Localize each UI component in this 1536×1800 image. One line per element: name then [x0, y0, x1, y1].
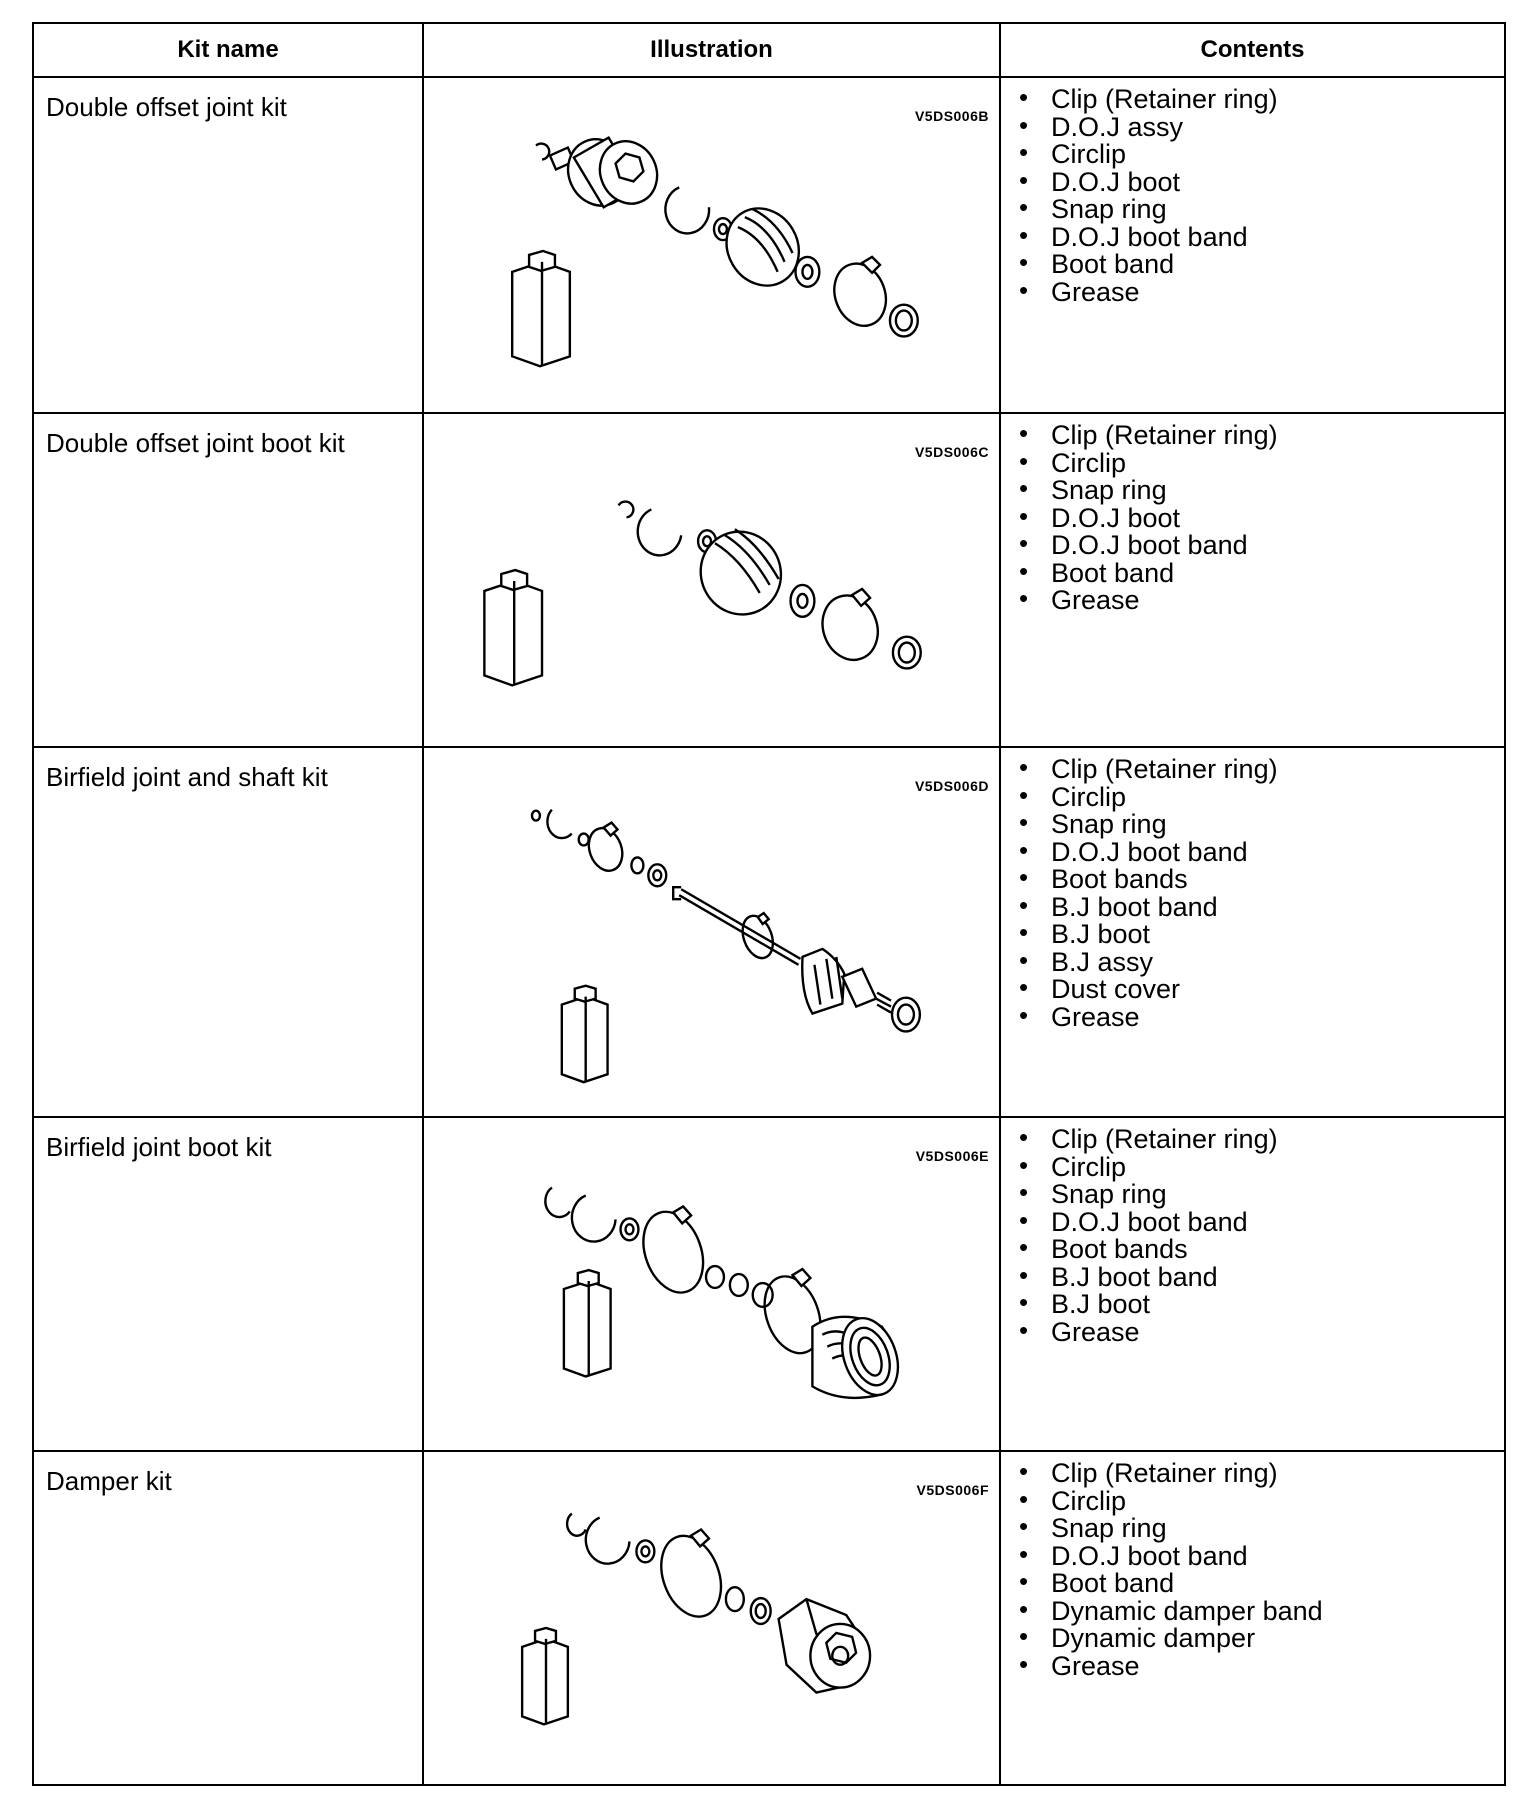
list-item: • Clip (Retainer ring) [1019, 1460, 1504, 1488]
contents-cell [1000, 747, 1505, 1117]
list-item: • Boot bands [1019, 1236, 1504, 1264]
list-item: • Snap ring [1019, 1181, 1504, 1209]
kit-name-cell: Double offset joint boot kit [33, 413, 423, 747]
figure-code: V5DS006E [915, 1148, 989, 1164]
list-item: • B.J boot [1019, 921, 1504, 949]
header-row [33, 23, 1505, 77]
list-item: • B.J boot [1019, 1291, 1504, 1319]
contents-list [1001, 756, 1504, 1031]
header-contents: Contents [1000, 23, 1505, 77]
list-item: • Grease [1019, 587, 1504, 615]
list-item: • Snap ring [1019, 196, 1504, 224]
header-kit-name: Kit name [33, 23, 423, 77]
list-item: • Grease [1019, 279, 1504, 307]
damper-kit-illustration-icon [424, 1452, 999, 1784]
contents-list [1001, 1460, 1504, 1680]
header-illustration: Illustration [423, 23, 1000, 77]
list-item: • Circlip [1019, 141, 1504, 169]
list-item: • Clip (Retainer ring) [1019, 86, 1504, 114]
list-item: • Dust cover [1019, 976, 1504, 1004]
list-item: • Snap ring [1019, 1515, 1504, 1543]
list-item: • D.O.J boot band [1019, 1543, 1504, 1571]
list-item: • B.J boot band [1019, 894, 1504, 922]
list-item: • Grease [1019, 1653, 1504, 1681]
table-row [33, 747, 1505, 1117]
list-item: • Clip (Retainer ring) [1019, 422, 1504, 450]
kit-name-cell: Damper kit [33, 1451, 423, 1785]
figure-code: V5DS006B [914, 108, 989, 124]
list-item: • Circlip [1019, 784, 1504, 812]
figure-code: V5DS006D [914, 778, 989, 794]
list-item: • D.O.J assy [1019, 114, 1504, 142]
list-item: • Boot band [1019, 1570, 1504, 1598]
list-item: • D.O.J boot band [1019, 532, 1504, 560]
list-item: • D.O.J boot band [1019, 1209, 1504, 1237]
table-row [33, 413, 1505, 747]
list-item: • Boot band [1019, 251, 1504, 279]
list-item: • Boot bands [1019, 866, 1504, 894]
illustration-cell [423, 747, 1000, 1117]
kit-table-container [32, 22, 1504, 1786]
list-item: • Snap ring [1019, 811, 1504, 839]
kit-name-cell: Double offset joint kit [33, 77, 423, 413]
kit-table [32, 22, 1506, 1786]
list-item: • Circlip [1019, 1154, 1504, 1182]
illustration-cell [423, 413, 1000, 747]
list-item: • Circlip [1019, 1488, 1504, 1516]
list-item: • D.O.J boot [1019, 505, 1504, 533]
list-item: • Snap ring [1019, 477, 1504, 505]
bj-shaft-kit-illustration-icon [424, 748, 999, 1116]
contents-cell [1000, 413, 1505, 747]
illustration-cell [423, 77, 1000, 413]
kit-name-cell: Birfield joint boot kit [33, 1117, 423, 1451]
list-item: • B.J boot band [1019, 1264, 1504, 1292]
list-item: • Grease [1019, 1004, 1504, 1032]
table-row [33, 1117, 1505, 1451]
illustration-cell [423, 1117, 1000, 1451]
contents-list [1001, 1126, 1504, 1346]
list-item: • D.O.J boot band [1019, 839, 1504, 867]
list-item: • Boot band [1019, 560, 1504, 588]
figure-code: V5DS006C [914, 444, 989, 460]
table-row [33, 1451, 1505, 1785]
contents-cell [1000, 1117, 1505, 1451]
contents-cell [1000, 1451, 1505, 1785]
list-item: • Circlip [1019, 450, 1504, 478]
list-item: • D.O.J boot band [1019, 224, 1504, 252]
contents-list [1001, 86, 1504, 306]
list-item: • D.O.J boot [1019, 169, 1504, 197]
doj-boot-kit-illustration-icon [424, 414, 999, 746]
kit-name-cell: Birfield joint and shaft kit [33, 747, 423, 1117]
contents-list [1001, 422, 1504, 615]
list-item: • Dynamic damper [1019, 1625, 1504, 1653]
contents-cell [1000, 77, 1505, 413]
list-item: • Clip (Retainer ring) [1019, 756, 1504, 784]
bj-boot-kit-illustration-icon [424, 1118, 999, 1450]
list-item: • Grease [1019, 1319, 1504, 1347]
illustration-cell [423, 1451, 1000, 1785]
table-row [33, 77, 1505, 413]
figure-code: V5DS006F [916, 1482, 989, 1498]
list-item: • B.J assy [1019, 949, 1504, 977]
list-item: • Dynamic damper band [1019, 1598, 1504, 1626]
list-item: • Clip (Retainer ring) [1019, 1126, 1504, 1154]
doj-kit-illustration-icon [424, 78, 999, 412]
